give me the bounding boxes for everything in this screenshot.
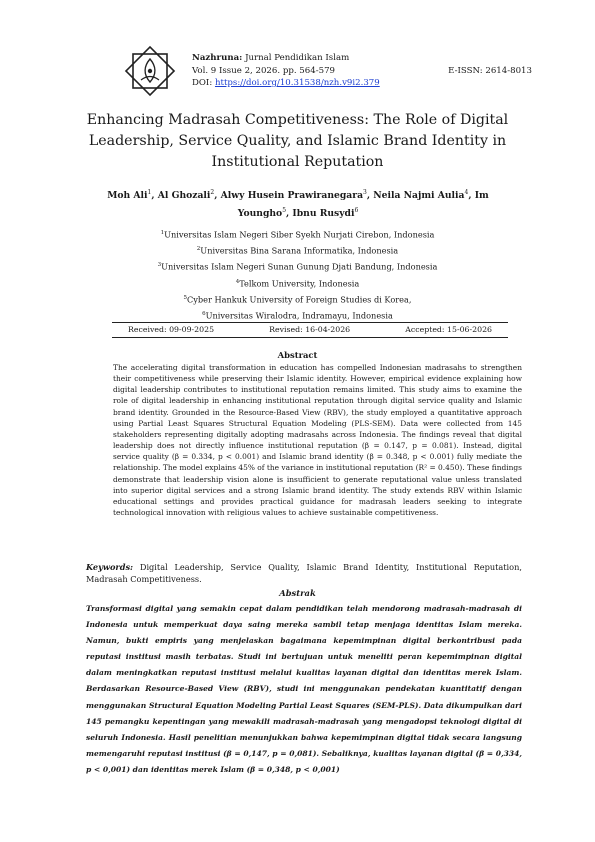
divider-bottom	[112, 337, 508, 338]
author: Alwy Husein Prawiranegara$^3$	[220, 189, 367, 202]
journal-header	[192, 52, 532, 90]
author: Al Ghozali$^2$	[157, 189, 215, 202]
date-revised: Revised: 16-04-2026	[269, 325, 351, 334]
keywords	[86, 562, 522, 585]
journal-name-row	[192, 52, 532, 65]
journal-name: Jurnal Pendidikan Islam	[245, 53, 350, 63]
affiliation: $^5$Cyber Hankuk University of Foreign Studies di Korea,	[183, 294, 412, 305]
author: Im Youngho$^5$	[237, 190, 489, 219]
author-list: Moh Ali$^1$, Al Ghozali$^2$, Alwy Husein Prawiranegara$^3$, Neila Najmi Aulia$^4$, Im Youngho$^5$, Ibnu Rusydi$^6$	[107, 189, 489, 219]
date-accepted: Accepted: 15-06-2026	[405, 325, 492, 334]
journal-doi-row	[192, 77, 532, 90]
abstrak-text: Transformasi digital yang semakin cepat dalam pendidikan telah mendorong madrasah-madrasah di Indonesia untuk memperkuat daya saing mereka sambil tetap menjaga identitas Islam mereka. Namun, bukti empiris yang menjelaskan bagaimana kepemimpinan digital berkontribusi pada reputasi institusi masih terbatas. Studi ini bertujuan untuk meneliti peran kepemimpinan digital dalam meningkatkan reputasi institusi melalui kualitas layanan digital dan identitas merek Islam. Berdasarkan Resource-Based View (RBV), studi ini menggunakan pendekatan kuantitatif dengan menggunakan Structural Equation Modeling Partial Least Squares (SEM-PLS). Data dikumpulkan dari 145 pemangku kepentingan yang mewakili madrasah-madrasah yang mengadopsi teknologi digital di seluruh Indonesia. Hasil penelitian menunjukkan bahwa kepemimpinan digital tidak secara langsung memengaruhi reputasi institusi (β = 0,147, p = 0,081). Sebaliknya, kualitas layanan digital (β = 0,334, p < 0,001) dan identitas merek Islam (β = 0,348, p < 0,001)	[86, 604, 522, 774]
journal-volume-row	[192, 65, 532, 78]
date-received: Received: 09-09-2025	[128, 325, 215, 334]
abstract-text: The accelerating digital transformation in education has compelled Indonesian madrasahs to strengthen their competitiveness while preserving their Islamic identity. However, empirical evidence explaining how digital leadership contributes to institutional reputation remains limited. This study aims to examine the role of digital leadership in enhancing institutional reputation through digital service quality and Islamic brand identity. Grounded in the Resource-Based View (RBV), the study employed a quantitative approach using Partial Least Squares Structural Equation Modeling (PLS-SEM). Data were collected from 145 stakeholders representing digitally adopting madrasahs across Indonesia. The findings reveal that digital leadership does not directly influence institutional reputation (β = 0.147, p = 0.081). Instead, digital service quality (β = 0.334, p < 0.001) and Islamic brand identity (β = 0.348, p < 0.001) fully mediate the relationship. The model explains 45% of the variance in institutional reputation (R² = 0.450). These findings demonstrate that leadership vision alone is insufficient to generate reputational value unless translated into superior digital services and a strong Islamic brand identity. The study extends RBV within Islamic educational settings and provides practical guidance for madrasah leaders seeking to integrate technological innovation with religious values to achieve sustainable competitiveness.	[113, 363, 522, 518]
journal-logo-icon	[119, 40, 181, 102]
author: Neila Najmi Aulia$^4$	[373, 189, 469, 202]
abstract-heading: Abstract	[277, 350, 318, 360]
affiliation: $^6$Universitas Wiralodra, Indramayu, Indonesia	[202, 310, 393, 321]
affiliation: $^4$Telkom University, Indonesia	[235, 278, 360, 289]
doi-link[interactable]: https://doi.org/10.31538/nzh.v9i2.379	[214, 78, 380, 88]
abstrak-heading: Abstrak	[279, 588, 316, 598]
affiliation: $^3$Universitas Islam Negeri Sunan Gunung Djati Bandung, Indonesia	[157, 262, 438, 273]
affiliation: $^1$Universitas Islam Negeri Siber Syekh Nurjati Cirebon, Indonesia	[160, 229, 435, 240]
journal-volume: Vol. 9 Issue 2, 2026. pp. 564-579	[192, 65, 336, 76]
journal-eissn: E-ISSN: 2614-8013	[448, 65, 532, 76]
author: Moh Ali$^1$	[107, 189, 152, 202]
doi-label: DOI:	[192, 78, 213, 88]
article-dates	[112, 323, 508, 336]
affiliation-list	[90, 226, 505, 323]
paper-title: Enhancing Madrasah Competitiveness: The Role of Digital Leadership, Service Quality, and Islamic Brand Identity in Institutional Reputation	[86, 112, 509, 170]
keywords-label: Keywords:	[86, 562, 134, 572]
affiliation: $^2$Universitas Bina Sarana Informatika, Indonesia	[196, 245, 399, 256]
author: Ibnu Rusydi$^6$	[292, 206, 359, 219]
keywords-text: Digital Leadership, Service Quality, Islamic Brand Identity, Institutional Reputation, Madrasah Competitiveness.	[86, 562, 522, 584]
journal-name-label: Nazhruna:	[192, 53, 243, 63]
